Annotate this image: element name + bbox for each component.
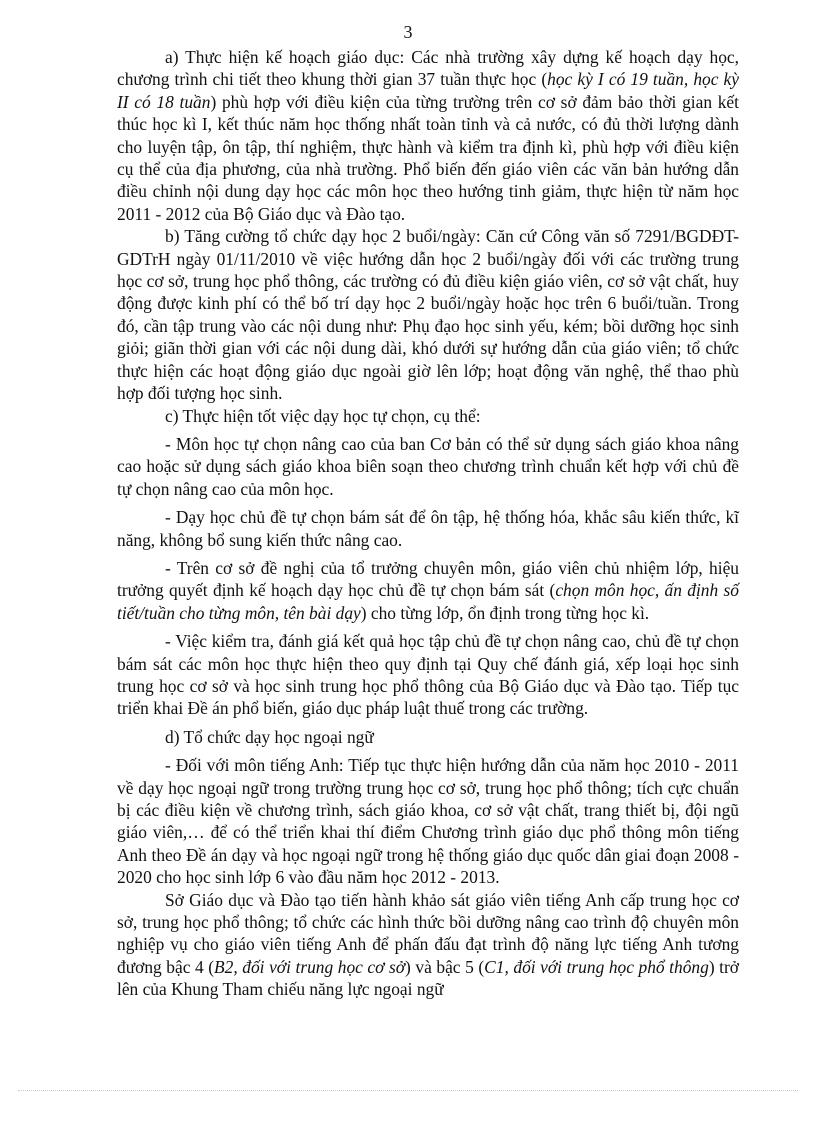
paragraph (117, 405, 739, 427)
paragraph (117, 506, 739, 551)
text-run: - Việc kiểm tra, đánh giá kết quả học tập chủ đề tự chọn nâng cao, chủ đề tự chọn bám sát các môn học thực hiện theo quy định tại Quy chế đánh giá, xếp loại học sinh trung học cơ sở và học sinh trung học phổ thông của Bộ Giáo dục và Đào tạo. Tiếp tục triển khai Đề án phổ biến, giáo dục pháp luật thuế trong các trường. (117, 631, 739, 719)
paragraph (117, 754, 739, 888)
paragraph (117, 889, 739, 1001)
italic-text: học kỳ I có 19 tuần, học kỳ II có 18 tuần (117, 69, 739, 112)
paragraph (117, 46, 739, 225)
page-number: 3 (403, 22, 413, 42)
text-run: - Đối với môn tiếng Anh: Tiếp tục thực hiện hướng dẫn của năm học 2010 - 2011 về dạy học ngoại ngữ trong trường trung học cơ sở, trung học phổ thông; tích cực chuẩn bị các điều kiện về chương trình, sách giáo khoa, cơ sở vật chất, trang thiết bị, đội ngũ giáo viên,… để có thể triển khai thí điểm Chương trình giáo dục phổ thông môn tiếng Anh theo Đề án dạy và học ngoại ngữ trong hệ thống giáo dục quốc dân giai đoạn 2008 - 2020 cho học sinh lớp 6 vào đầu năm học 2012 - 2013. (117, 755, 739, 888)
page-bottom-divider (18, 1090, 798, 1091)
text-run: ) trở lên của Khung Tham chiếu năng lực ngoại ngữ (117, 956, 739, 1000)
text-run: Sở Giáo dục và Đào tạo tiến hành khảo sát giáo viên tiếng Anh cấp trung học cơ sở, trung học phổ thông; tổ chức các hình thức bồi dưỡng nâng cao trình độ chuyên môn nghiệp vụ cho giáo viên tiếng Anh để phấn đấu đạt trình độ năng lực tiếng Anh tương đương bậc 4 ( (117, 889, 739, 977)
text-run: a) Thực hiện kế hoạch giáo dục: Các nhà trường xây dựng kế hoạch dạy học, chương trình chi tiết theo khung thời gian 37 tuần thực học ( (117, 47, 739, 90)
text-run: c) Thực hiện tốt việc dạy học tự chọn, cụ thể: (165, 405, 481, 426)
paragraph (117, 557, 739, 624)
text-run: ) và bậc 5 ( (405, 956, 485, 977)
italic-text: chọn môn học, ấn định số tiết/tuần cho từng môn, tên bài dạy (117, 580, 739, 623)
document-body (117, 46, 739, 1001)
paragraph (117, 225, 739, 404)
paragraph (117, 630, 739, 720)
text-run: ) phù hợp với điều kiện của từng trường trên cơ sở đảm bảo thời gian kết thúc học kì I, kết thúc năm học thống nhất toàn tỉnh và cả nước, có đủ thời lượng dành cho luyện tập, ôn tập, thí nghiệm, thực hành và kiểm tra định kì, phù hợp với điều kiện cụ thể của địa phương, của nhà trường. Phổ biến đến giáo viên các văn bản hướng dẫn điều chỉnh nội dung dạy học các môn học theo hướng tinh giảm, thực hiện từ năm học 2011 - 2012 của Bộ Giáo dục và Đào tạo. (117, 91, 739, 224)
italic-text: C1, đối với trung học phổ thông (484, 956, 709, 977)
paragraph (117, 433, 739, 500)
text-run: - Môn học tự chọn nâng cao của ban Cơ bản có thể sử dụng sách giáo khoa nâng cao hoặc sử dụng sách giáo khoa biên soạn theo chương trình chuẩn kết hợp với chủ đề tự chọn nâng cao của môn học. (117, 433, 739, 499)
italic-text: B2, đối với trung học cơ sở (214, 956, 406, 977)
text-run: d) Tổ chức dạy học ngoại ngữ (165, 726, 374, 747)
paragraph (117, 726, 739, 748)
text-run: b) Tăng cường tổ chức dạy học 2 buổi/ngày: Căn cứ Công văn số 7291/BGDĐT-GDTrH ngày 01/11/2010 về việc hướng dẫn học 2 buổi/ngày đối với các trường trung học cơ sở, trung học phổ thông, các trường có đủ điều kiện giáo viên, cơ sở vật chất, huy động được kinh phí có thể bố trí dạy học 2 buổi/ngày hoặc học trên 6 buổi/tuần. Trong đó, cần tập trung vào các nội dung như: Phụ đạo học sinh yếu, kém; bồi dưỡng học sinh giỏi; giãn thời gian với các nội dung dài, khó dưới sự hướng dẫn của giáo viên; tổ chức thực hiện các hoạt động giáo dục ngoài giờ lên lớp; hoạt động văn nghệ, thể thao phù hợp đối tượng học sinh. (117, 226, 739, 404)
text-run: - Trên cơ sở đề nghị của tổ trưởng chuyên môn, giáo viên chủ nhiệm lớp, hiệu trưởng quyết định kế hoạch dạy học chủ đề tự chọn bám sát ( (117, 557, 739, 601)
text-run: - Dạy học chủ đề tự chọn bám sát để ôn tập, hệ thống hóa, khắc sâu kiến thức, kĩ năng, không bổ sung kiến thức nâng cao. (117, 507, 739, 550)
text-run: ) cho từng lớp, ổn định trong từng học kì. (360, 602, 650, 623)
